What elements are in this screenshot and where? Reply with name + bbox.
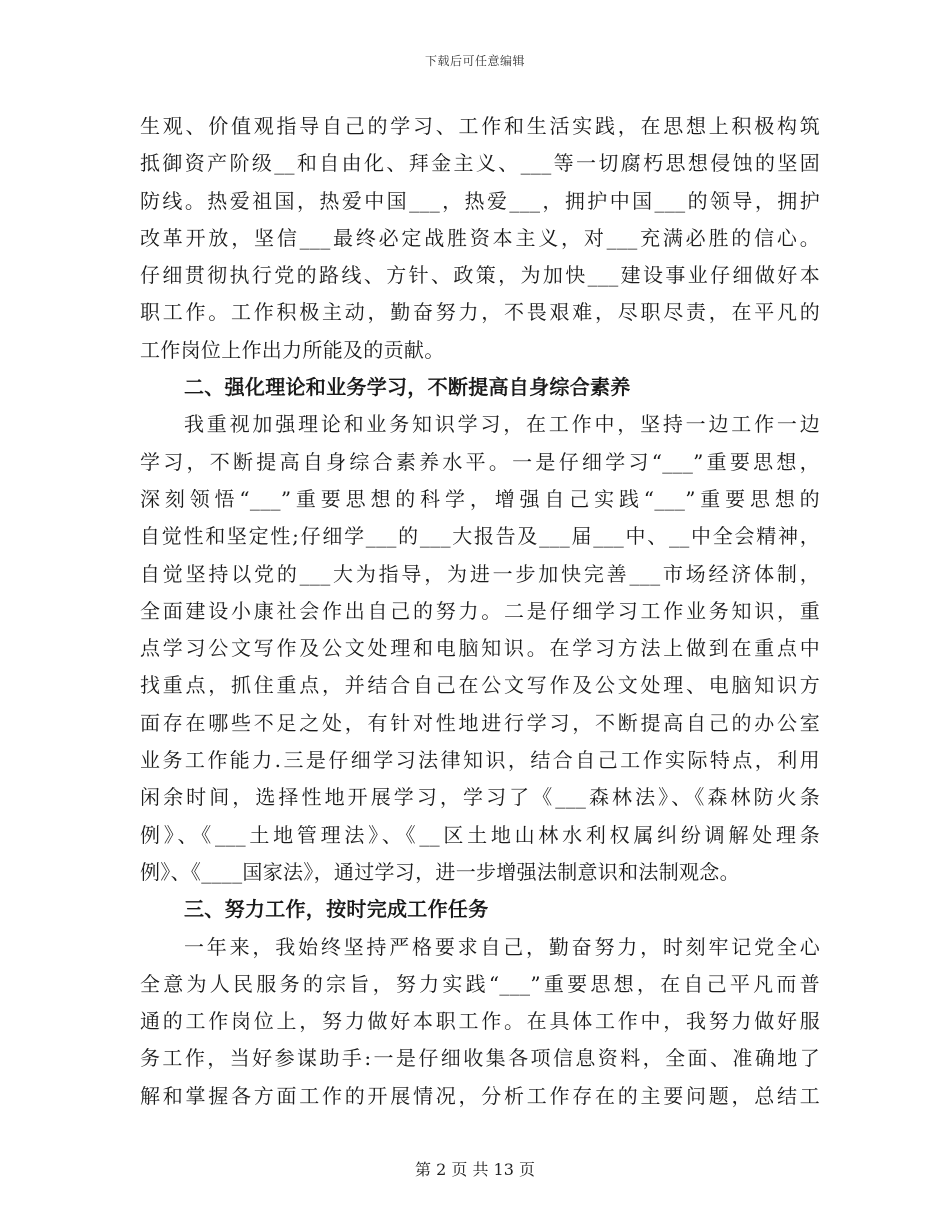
paragraph-line: 例》、《____国家法》，通过学习，进一步增强法制意识和法制观念。 xyxy=(140,859,740,884)
paragraph-line: 解和掌握各方面工作的开展情况，分析工作存在的主要问题，总结工 xyxy=(140,1083,820,1108)
paragraph-line: 自觉坚持以党的___大为指导，为进一步加快完善___市场经济体制， xyxy=(140,561,820,586)
paragraph-line: 全意为人民服务的宗旨，努力实践“___”重要思想，在自己平凡而普 xyxy=(140,971,820,996)
paragraph-line: 通的工作岗位上，努力做好本职工作。在具体工作中，我努力做好服 xyxy=(140,1009,820,1034)
paragraph-line: 工作岗位上作出力所能及的贡献。 xyxy=(140,337,445,362)
paragraph-line: 全面建设小康社会作出自己的努力。二是仔细学习工作业务知识，重 xyxy=(140,598,820,623)
paragraph-line: 改革开放，坚信___最终必定战胜资本主义，对___充满必胜的信心。 xyxy=(140,225,820,250)
paragraph-line: 自觉性和坚定性;仔细学___的___大报告及___届___中、__中全会精神， xyxy=(140,524,820,549)
paragraph-line: 找重点，抓住重点，并结合自己在公文写作及公文处理、电脑知识方 xyxy=(140,673,820,698)
paragraph-line: 业务工作能力.三是仔细学习法律知识，结合自己工作实际特点，利用 xyxy=(140,748,820,773)
paragraph-line: 我重视加强理论和业务知识学习，在工作中，坚持一边工作一边 xyxy=(184,412,820,437)
paragraph-line: 仔细贯彻执行党的路线、方针、政策，为加快___建设事业仔细做好本 xyxy=(140,263,820,288)
paragraph-line: 学习，不断提高自身综合素养水平。一是仔细学习“___”重要思想， xyxy=(140,449,820,474)
paragraph-line: 生观、价值观指导自己的学习、工作和生活实践，在思想上积极构筑 xyxy=(140,114,820,138)
section-heading: 三、努力工作，按时完成工作任务 xyxy=(184,897,489,922)
paragraph-line: 闲余时间，选择性地开展学习，学习了《___森林法》、《森林防火条 xyxy=(140,785,820,810)
paragraph-line: 深刻领悟“___”重要思想的科学，增强自己实践“___”重要思想的 xyxy=(140,486,820,511)
page-header-note: 下载后可任意编辑 xyxy=(424,54,525,68)
paragraph-line: 例》、《___土地管理法》、《__区土地山林水利权属纠纷调解处理条 xyxy=(140,822,820,847)
paragraph-line: 点学习公文写作及公文处理和电脑知识。在学习方法上做到在重点中 xyxy=(140,636,820,661)
paragraph-line: 面存在哪些不足之处，有针对性地进行学习，不断提高自己的办公室 xyxy=(140,710,820,735)
paragraph-line: 务工作，当好参谋助手:一是仔细收集各项信息资料，全面、准确地了 xyxy=(140,1046,820,1071)
page-number-footer: 第 2 页 共 13 页 xyxy=(415,1160,535,1179)
document-body xyxy=(140,108,820,1115)
paragraph-line: 一年来，我始终坚持严格要求自己，勤奋努力，时刻牢记党全心 xyxy=(184,934,820,959)
paragraph-line: 职工作。工作积极主动，勤奋努力，不畏艰难，尽职尽责，在平凡的 xyxy=(140,300,820,325)
paragraph-line: 抵御资产阶级__和自由化、拜金主义、___等一切腐朽思想侵蚀的坚固 xyxy=(140,151,820,176)
paragraph-line: 防线。热爱祖国，热爱中国___，热爱___，拥护中国___的领导，拥护 xyxy=(140,188,820,213)
section-heading: 二、强化理论和业务学习，不断提高自身综合素养 xyxy=(184,375,631,400)
